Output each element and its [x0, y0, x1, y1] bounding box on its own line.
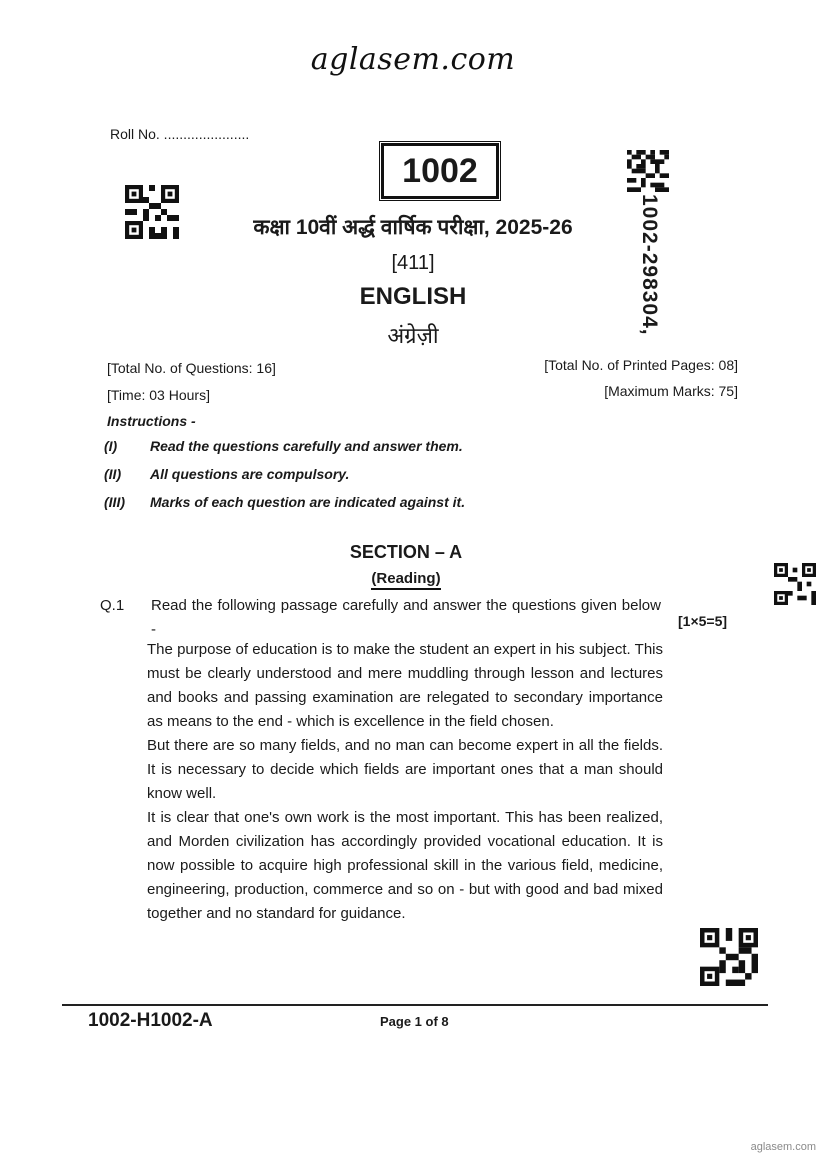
instruction-number: (II)	[104, 466, 122, 482]
page-number: Page 1 of 8	[380, 1014, 449, 1029]
qr-code-icon	[774, 563, 816, 605]
total-questions: [Total No. of Questions: 16]	[107, 360, 276, 376]
qr-code-icon	[626, 150, 670, 192]
instruction-text: All questions are compulsory.	[150, 466, 350, 482]
printed-pages: [Total No. of Printed Pages: 08]	[544, 357, 738, 373]
question-marks: [1×5=5]	[678, 613, 728, 629]
passage-paragraph: But there are so many fields, and no man can become expert in all the fields. It is necessary to decide which fields are important ones that a man should know well.	[147, 737, 663, 802]
footer-paper-code: 1002-H1002-A	[88, 1010, 213, 1031]
instruction-number: (III)	[104, 494, 125, 510]
section-subtitle-text: (Reading)	[371, 570, 440, 590]
instruction-number: (I)	[104, 438, 118, 454]
instructions-list	[104, 438, 664, 522]
watermark-title: aglasem.com	[310, 42, 516, 77]
section-title: SECTION – A	[349, 542, 463, 562]
qr-code-icon	[700, 928, 758, 986]
exam-title: कक्षा 10वीं अर्द्ध वार्षिक परीक्षा, 2025-26	[253, 216, 573, 239]
paper-code: [411]	[391, 252, 435, 274]
passage-paragraph: It is clear that one's own work is the most important. This has been realized, and Morden civilization has accordingly provided vocational education. It is now possible to acquire high professional skill in the various field, medicine, engineering, production, commerce and so on - but with good and bad mixed together and no standard for guidance.	[147, 809, 663, 922]
paper-code-box: 1002	[381, 143, 499, 199]
instruction-item	[104, 438, 664, 466]
roll-number-field: Roll No. ......................	[110, 126, 250, 142]
instruction-text: Read the questions carefully and answer them.	[150, 438, 463, 454]
reading-passage	[147, 638, 663, 926]
instruction-text: Marks of each question are indicated against it.	[150, 494, 466, 510]
question-text: Read the following passage carefully and answer the questions given below -	[151, 597, 661, 638]
vertical-paper-code: 1002-298304,	[638, 194, 661, 336]
instruction-item	[104, 494, 664, 522]
instruction-item	[104, 466, 664, 494]
question-number: Q.1	[100, 597, 125, 614]
instructions-title: Instructions -	[107, 413, 196, 429]
subject-hindi: अंग्रेज़ी	[387, 323, 439, 348]
watermark-footer: aglasem.com	[750, 1141, 816, 1153]
footer-divider	[62, 1004, 768, 1006]
exam-time: [Time: 03 Hours]	[107, 387, 210, 403]
subject-english: ENGLISH	[359, 283, 467, 310]
section-subtitle	[0, 570, 812, 587]
maximum-marks: [Maximum Marks: 75]	[604, 383, 738, 399]
passage-paragraph: The purpose of education is to make the student an expert in his subject. This must be clearly understood and mere muddling through lesson and lectures and books and passing examination are relegated to secondary importance as means to the end - which is excellence in the field chosen.	[147, 641, 663, 730]
